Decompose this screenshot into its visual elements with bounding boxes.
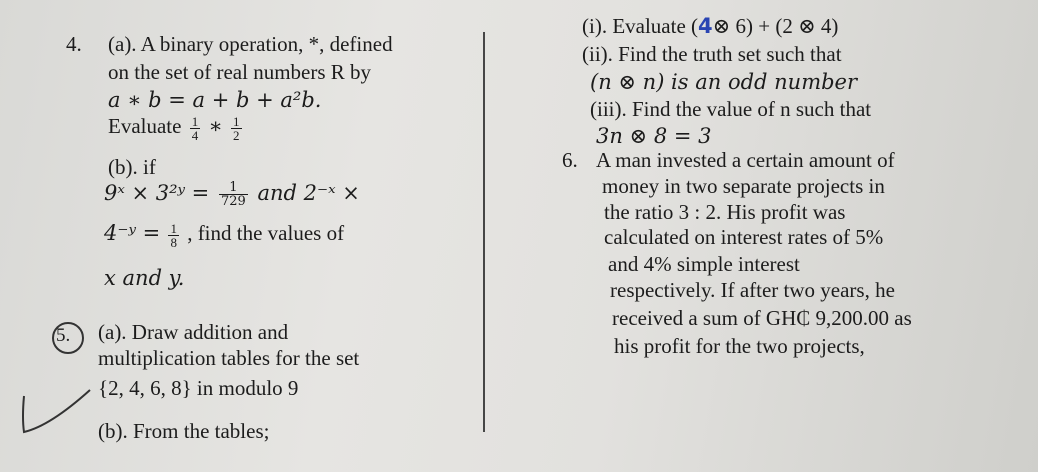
part-iii-line-1: (iii). Find the value of n such that — [590, 97, 872, 121]
part-iii-line-2: 3n ⊗ 8 = 3 — [596, 124, 712, 148]
q6-number: 6. — [562, 148, 578, 172]
q4b-find-xy: x and y. — [104, 266, 185, 290]
q4-line-2: on the set of real numbers R by — [108, 60, 372, 84]
q5-line-3: {2, 4, 6, 8} in modulo 9 — [98, 376, 299, 400]
eq2-right: , find the values of — [187, 221, 345, 245]
q4-evaluate-line — [108, 114, 245, 142]
q6-line-7: received a sum of GH₵ 9,200.00 as — [612, 306, 912, 330]
q4-number: 4. — [66, 32, 82, 56]
part-i-start: (i). Evaluate ( — [582, 14, 699, 38]
fraction-one-half — [231, 115, 242, 142]
q4-line-3: a ∗ b = a + b + a²b. — [108, 88, 322, 112]
q6-line-8: his profit for the two projects, — [614, 334, 865, 358]
fraction-den: 8 — [170, 234, 177, 250]
q6-line-5: and 4% simple interest — [608, 252, 800, 276]
column-divider — [483, 32, 485, 432]
q5-line-2: multiplication tables for the set — [98, 346, 360, 370]
fraction-den: 4 — [191, 127, 199, 143]
fraction-den: 729 — [220, 194, 246, 209]
q6-line-6: respectively. If after two years, he — [610, 278, 895, 302]
handwritten-tick-mark — [20, 388, 100, 436]
q6-line-4: calculated on interest rates of 5% — [604, 225, 884, 249]
eq2-left: 4⁻ʸ = — [104, 221, 161, 245]
q5-line-4: (b). From the tables; — [98, 419, 270, 443]
fraction-num: 1 — [233, 113, 240, 129]
fraction-one-over-729 — [219, 181, 248, 208]
q4-line-1: (a). A binary operation, *, defined — [108, 32, 393, 56]
part-ii-line-1: (ii). Find the truth set such that — [582, 42, 842, 66]
q5-line-1: (a). Draw addition and — [98, 320, 289, 344]
handwritten-four: 4 — [698, 14, 713, 38]
q5-number: 5. — [56, 325, 71, 346]
fraction-num: 1 — [170, 220, 177, 236]
fraction-num: 1 — [219, 181, 248, 195]
fraction-one-eighth — [168, 222, 179, 249]
fraction-den: 2 — [233, 127, 240, 143]
fraction-one-quarter — [190, 115, 201, 142]
eq1-right: and 2⁻ˣ × — [257, 181, 360, 205]
q6-line-1: A man invested a certain amount of — [596, 148, 895, 172]
part-ii-line-2: (n ⊗ n) is an odd number — [590, 70, 858, 94]
q6-line-3: the ratio 3 : 2. His profit was — [604, 200, 846, 224]
part-i-end: ⊗ 6) + (2 ⊗ 4) — [712, 14, 839, 38]
q4-evaluate-word: Evaluate — [108, 114, 182, 138]
star-operator: ∗ — [208, 114, 223, 138]
q4b-label: (b). if — [108, 155, 156, 179]
q4b-equation-1 — [104, 181, 360, 208]
q6-line-2: money in two separate projects in — [602, 174, 885, 198]
fraction-num: 1 — [191, 113, 199, 129]
q4b-equation-2 — [104, 221, 344, 249]
part-i — [582, 14, 838, 38]
eq1-left: 9ˣ × 3²ʸ = — [104, 181, 210, 205]
